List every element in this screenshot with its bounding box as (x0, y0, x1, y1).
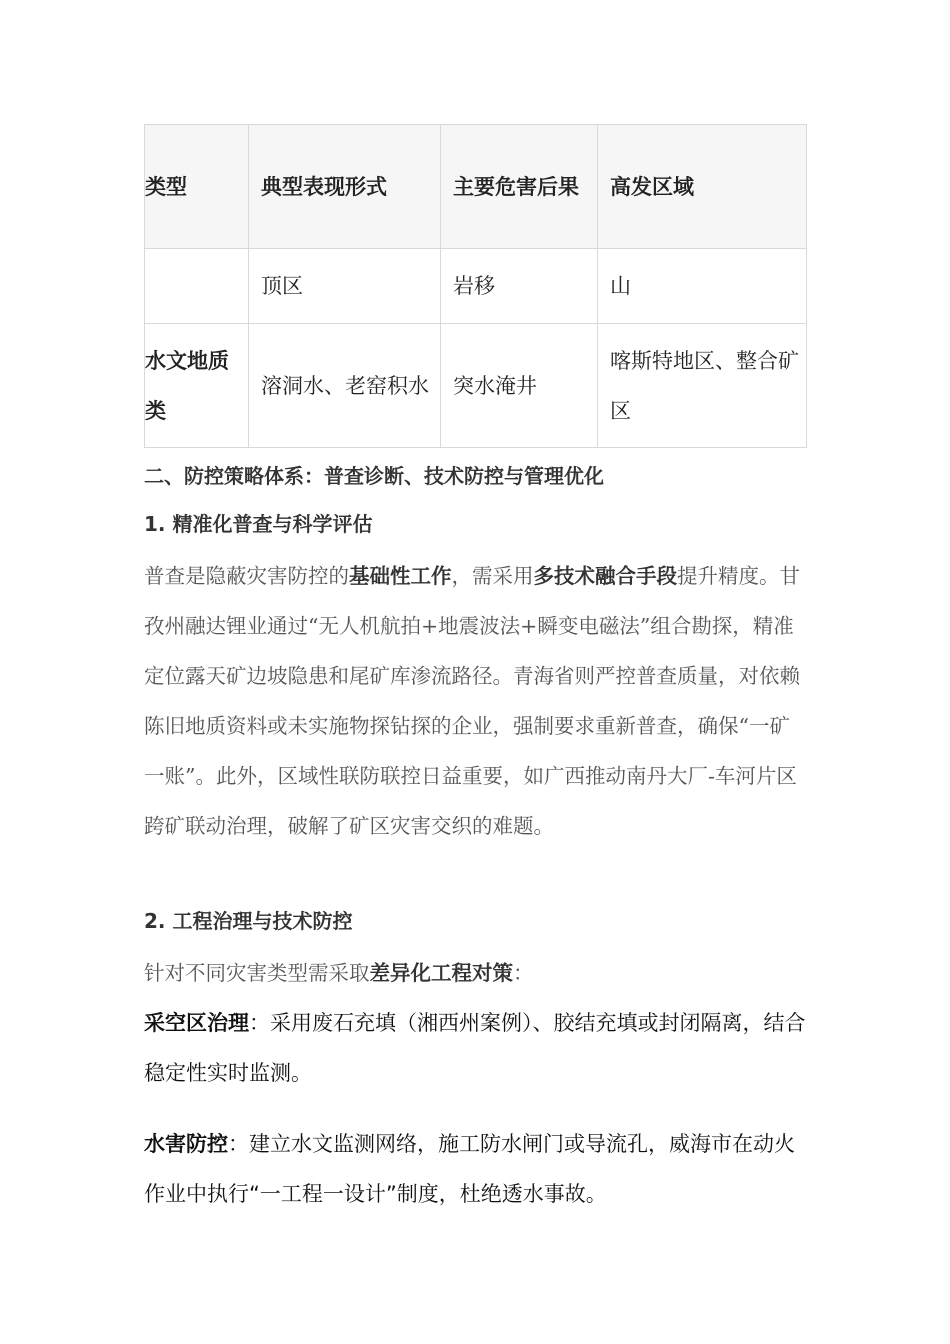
header-cell-form: 典型表现形式 (249, 125, 441, 249)
subsection-heading-survey: 1. 精准化普查与科学评估 (144, 512, 373, 536)
paragraph-engineering (144, 948, 808, 998)
table-header-row (145, 125, 807, 249)
text-run: ，需采用 (451, 564, 534, 588)
table-cell: 水文地质类 (145, 324, 249, 448)
header-cell-consequence: 主要危害后果 (441, 125, 598, 249)
emphasis-text: 差异化工程对策 (369, 961, 513, 985)
table-cell: 岩移 (441, 249, 598, 324)
text-run: 提升精度。甘孜州融达锂业通过“无人机航拍+地震波法+瞬变电磁法”组合勘探，精准定位露天矿边坡隐患和尾矿库渗流路径。青海省则严控普查质量，对依赖陈旧地质资料或未实施物探钻探的企业，强制要求重新普查，确保“一矿一账”。此外，区域性联防联控日益重要，如广西推动南丹大厂-车河片区跨矿联动治理，破解了矿区灾害交织的难题。 (144, 564, 800, 838)
emphasis-text: 基础性工作 (349, 564, 452, 588)
emphasis-text: 多技术融合手段 (533, 564, 677, 588)
table-cell (145, 249, 249, 324)
header-cell-region: 高发区域 (598, 125, 807, 249)
item-label: 采空区治理 (144, 1011, 249, 1035)
table-cell: 山 (598, 249, 807, 324)
header-cell-type: 类型 (145, 125, 249, 249)
list-item-goaf (144, 998, 808, 1098)
table-cell: 顶区 (249, 249, 441, 324)
item-text: ：建立水文监测网络，施工防水闸门或导流孔，威海市在动火作业中执行“一工程一设计”制度，杜绝透水事故。 (144, 1132, 795, 1206)
table-row (145, 324, 807, 448)
table-cell: 溶洞水、老窑积水 (249, 324, 441, 448)
hazard-table (144, 124, 807, 448)
paragraph-survey (144, 551, 808, 851)
list-item-water (144, 1119, 808, 1219)
text-run: 普查是隐蔽灾害防控的 (144, 564, 349, 588)
item-text: ：采用废石充填（湘西州案例）、胶结充填或封闭隔离，结合稳定性实时监测。 (144, 1011, 806, 1085)
section-title: 二、防控策略体系：普查诊断、技术防控与管理优化 (144, 464, 604, 488)
text-run: 针对不同灾害类型需采取 (144, 961, 370, 985)
table-cell: 喀斯特地区、整合矿区 (598, 324, 807, 448)
item-label: 水害防控 (144, 1132, 228, 1156)
table-row (145, 249, 807, 324)
subsection-heading-engineering: 2. 工程治理与技术防控 (144, 909, 353, 933)
table-cell: 突水淹井 (441, 324, 598, 448)
text-run: ： (513, 961, 534, 985)
